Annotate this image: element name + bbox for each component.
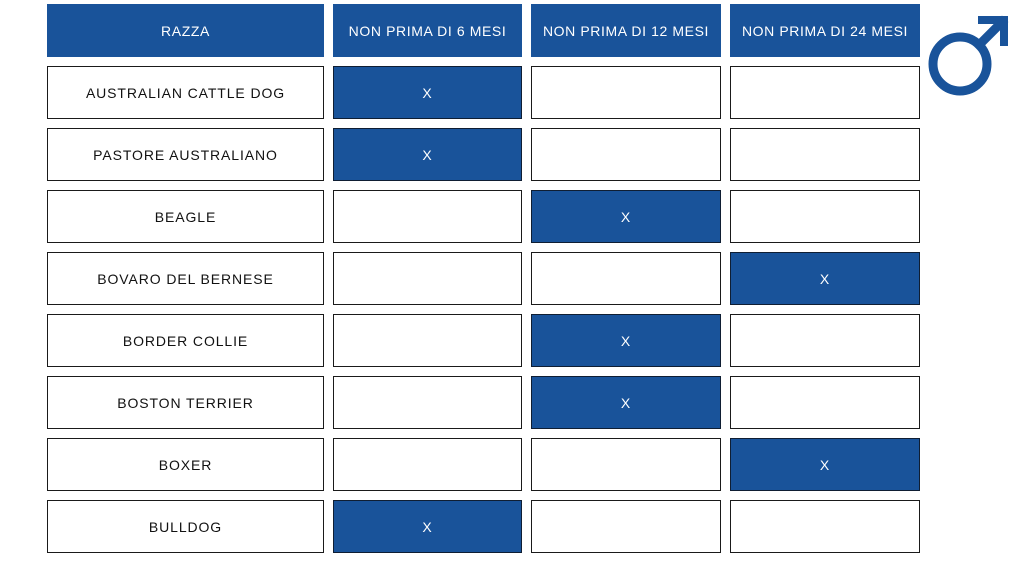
age-mark-cell: X: [333, 500, 522, 553]
age-mark-cell: [531, 500, 721, 553]
age-mark-cell: [730, 190, 920, 243]
header-6-months: NON PRIMA DI 6 MESI: [333, 4, 522, 57]
breed-cell: BOXER: [47, 438, 324, 491]
age-mark-cell: [730, 128, 920, 181]
age-mark-cell: [730, 314, 920, 367]
breed-cell: BEAGLE: [47, 190, 324, 243]
age-mark-cell: X: [531, 314, 721, 367]
age-mark-cell: X: [531, 190, 721, 243]
header-12-months: NON PRIMA DI 12 MESI: [531, 4, 721, 57]
age-mark-cell: X: [730, 438, 920, 491]
age-mark-cell: [730, 66, 920, 119]
header-breed: RAZZA: [47, 4, 324, 57]
neutering-age-table: [47, 4, 920, 553]
male-symbol-icon: [926, 14, 1010, 98]
breed-cell: AUSTRALIAN CATTLE DOG: [47, 66, 324, 119]
age-mark-cell: [333, 438, 522, 491]
breed-cell: PASTORE AUSTRALIANO: [47, 128, 324, 181]
age-mark-cell: X: [333, 128, 522, 181]
age-mark-cell: [531, 128, 721, 181]
header-24-months: NON PRIMA DI 24 MESI: [730, 4, 920, 57]
age-mark-cell: [730, 376, 920, 429]
age-mark-cell: [333, 252, 522, 305]
breed-cell: BOSTON TERRIER: [47, 376, 324, 429]
age-mark-cell: [333, 376, 522, 429]
age-mark-cell: [531, 438, 721, 491]
age-mark-cell: [531, 252, 721, 305]
age-mark-cell: [333, 190, 522, 243]
age-mark-cell: [730, 500, 920, 553]
breed-cell: BORDER COLLIE: [47, 314, 324, 367]
age-mark-cell: X: [730, 252, 920, 305]
breed-cell: BULLDOG: [47, 500, 324, 553]
breed-cell: BOVARO DEL BERNESE: [47, 252, 324, 305]
age-mark-cell: [531, 66, 721, 119]
age-mark-cell: X: [531, 376, 721, 429]
age-mark-cell: X: [333, 66, 522, 119]
age-mark-cell: [333, 314, 522, 367]
